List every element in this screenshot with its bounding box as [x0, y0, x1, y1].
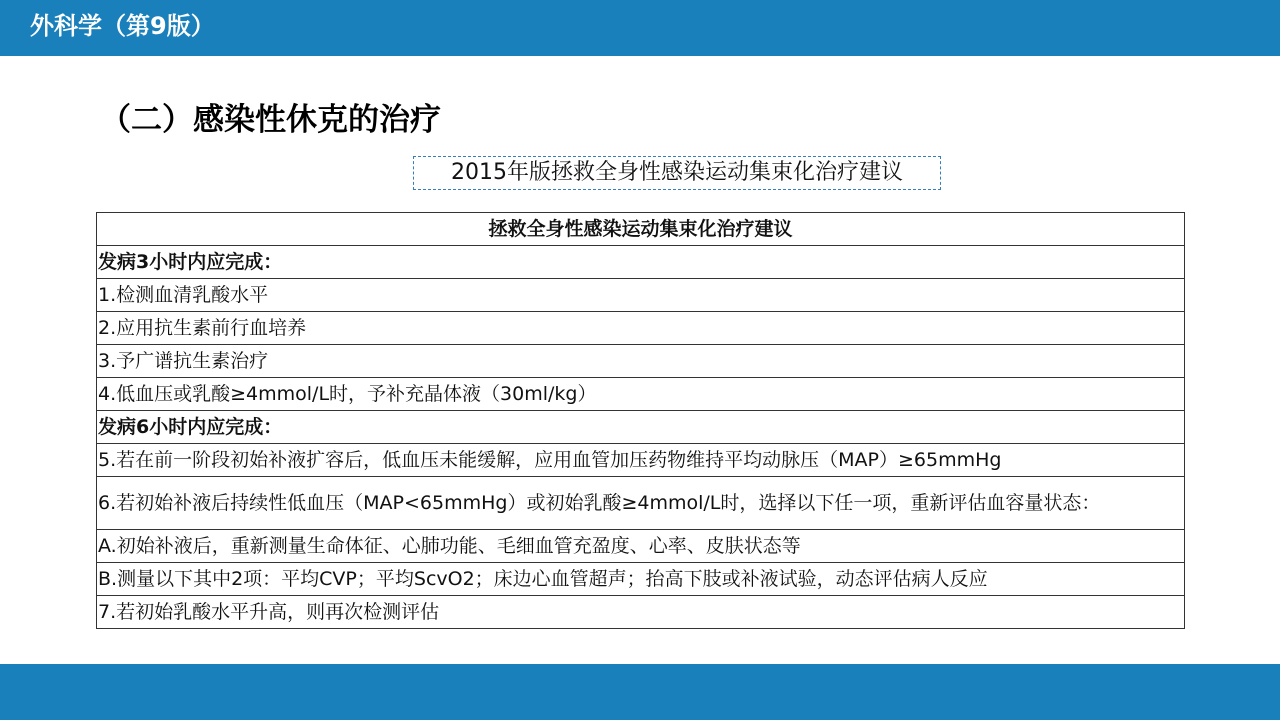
table-header: 拯救全身性感染运动集束化治疗建议 [97, 213, 1185, 246]
section-title: （二）感染性休克的治疗 [100, 102, 441, 138]
table-cell: 3.予广谱抗生素治疗 [97, 345, 1185, 378]
stage-heading-6h: 发病6小时内应完成： [97, 411, 1185, 444]
table-row [97, 596, 1185, 629]
table-row [97, 279, 1185, 312]
table-cell: A.初始补液后，重新测量生命体征、心肺功能、毛细血管充盈度、心率、皮肤状态等 [97, 530, 1185, 563]
recommendation-table-wrap [96, 212, 1185, 629]
table-caption: 2015年版拯救全身性感染运动集束化治疗建议 [413, 156, 941, 190]
table-cell: 4.低血压或乳酸≥4mmol/L时，予补充晶体液（30ml/kg） [97, 378, 1185, 411]
book-title: 外科学（第9版） [30, 12, 215, 40]
table-cell: B.测量以下其中2项：平均CVP；平均ScvO2；床边心血管超声；抬高下肢或补液试验，动态评估病人反应 [97, 563, 1185, 596]
table-row [97, 563, 1185, 596]
recommendation-table [96, 212, 1185, 629]
table-row [97, 345, 1185, 378]
table-row [97, 477, 1185, 530]
table-row [97, 378, 1185, 411]
stage-heading-3h: 发病3小时内应完成： [97, 246, 1185, 279]
table-cell: 5.若在前一阶段初始补液扩容后，低血压未能缓解，应用血管加压药物维持平均动脉压（MAP）≥65mmHg [97, 444, 1185, 477]
table-row [97, 444, 1185, 477]
table-cell: 7.若初始乳酸水平升高，则再次检测评估 [97, 596, 1185, 629]
table-cell: 6.若初始补液后持续性低血压（MAP<65mmHg）或初始乳酸≥4mmol/L时，选择以下任一项，重新评估血容量状态： [97, 477, 1185, 530]
table-row [97, 246, 1185, 279]
table-row [97, 312, 1185, 345]
table-row [97, 411, 1185, 444]
table-cell: 1.检测血清乳酸水平 [97, 279, 1185, 312]
footer-bar [0, 664, 1280, 720]
table-cell: 2.应用抗生素前行血培养 [97, 312, 1185, 345]
header-bar [0, 0, 1280, 56]
table-row [97, 530, 1185, 563]
table-header-row [97, 213, 1185, 246]
